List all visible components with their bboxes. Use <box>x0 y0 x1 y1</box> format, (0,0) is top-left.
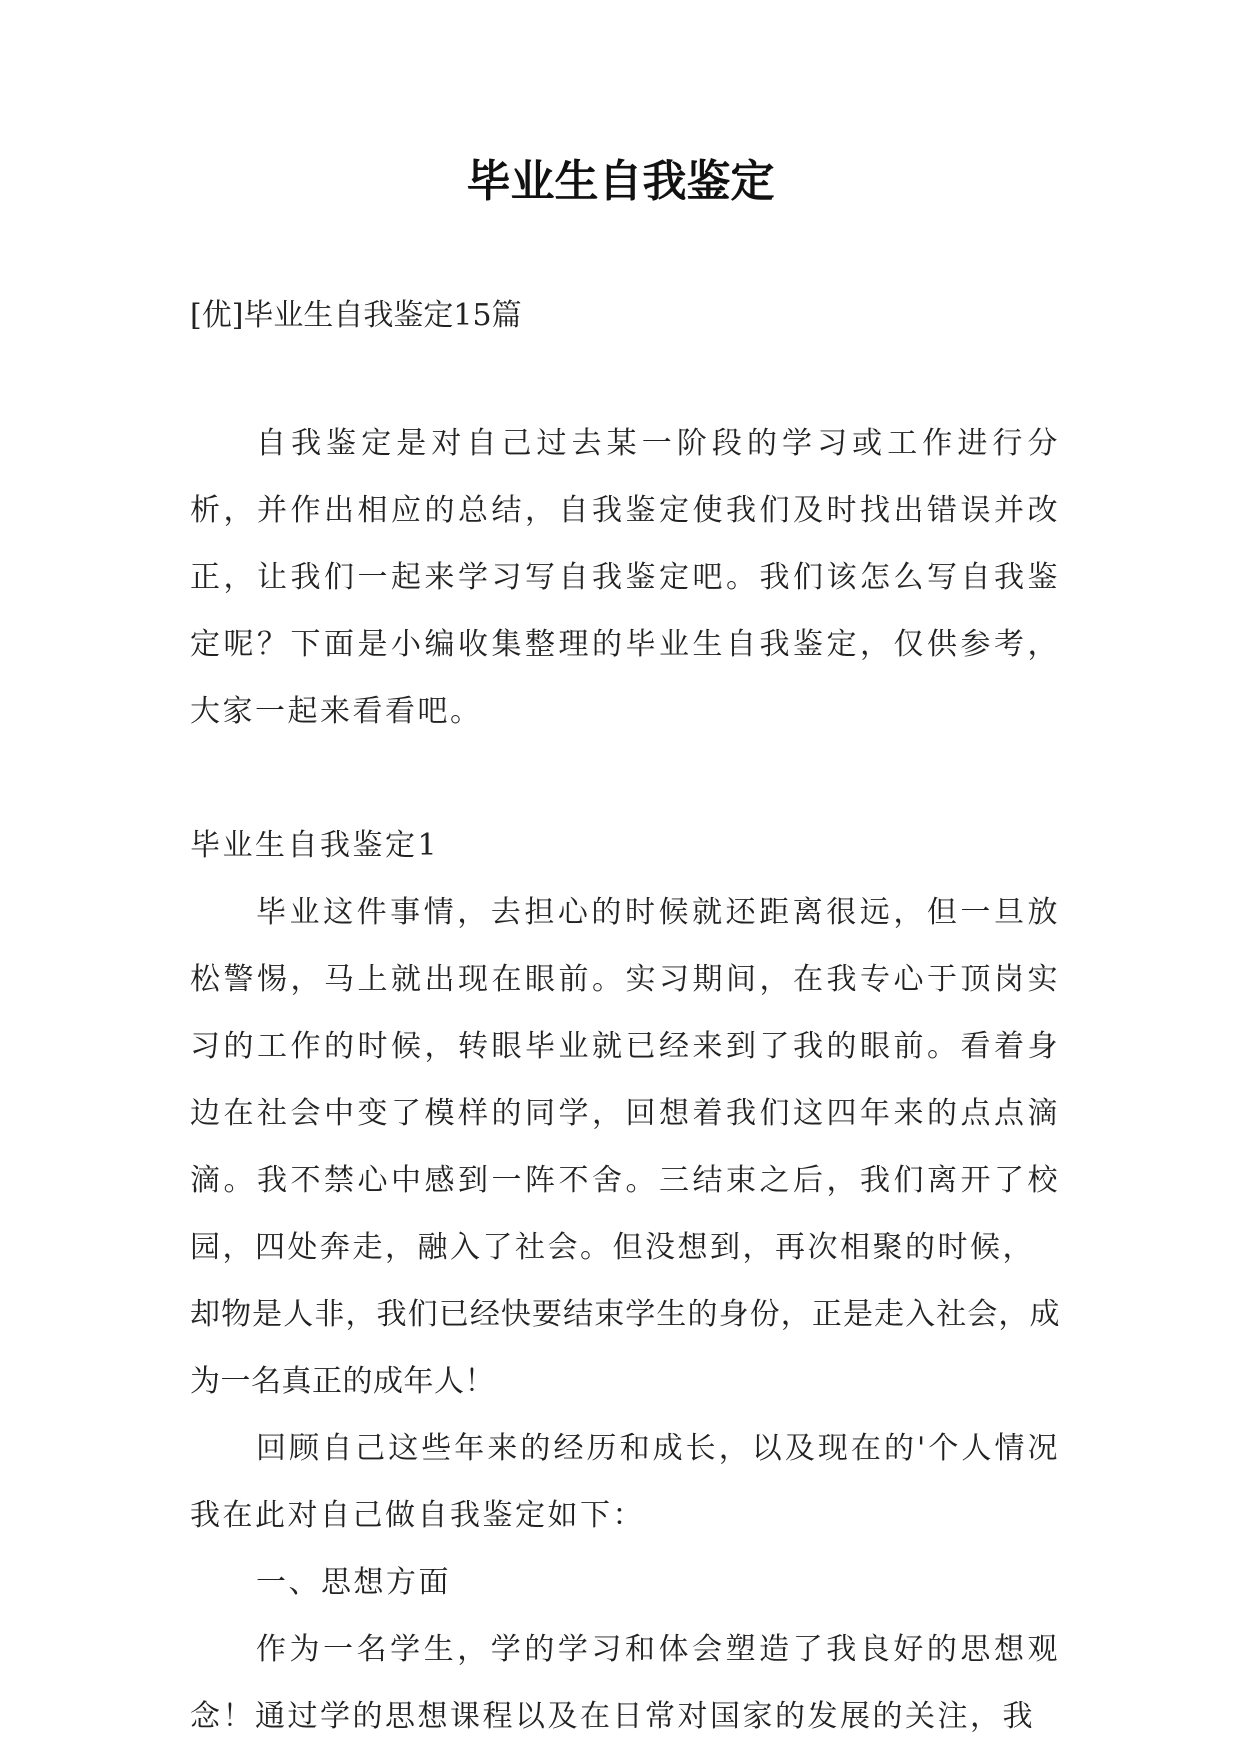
document-title: 毕业生自我鉴定 <box>466 156 775 207</box>
section-paragraph-3: 作为一名学生，学的学习和体会塑造了我良好的思想观念！通过学的思想课程以及在日常对国家的发展的关注，我 <box>190 1632 1060 1734</box>
section-paragraph-1b: 却物是人非，我们已经快要结束学生的身份，正是走入社会，成为一名真正的成年人！ <box>190 1297 1060 1399</box>
intro-paragraph: 自我鉴定是对自己过去某一阶段的学习或工作进行分析，并作出相应的总结，自我鉴定使我们及时找出错误并改正，让我们一起来学习写自我鉴定吧。我们该怎么写自我鉴定呢？下面是小编收集整理的毕业生自我鉴定，仅供参考，大家一起来看看吧。 <box>190 426 1060 729</box>
section-heading: 毕业生自我鉴定1 <box>190 828 440 863</box>
section-paragraph-2: 回顾自己这些年来的经历和成长，以及现在的'个人情况我在此对自己做自我鉴定如下： <box>190 1431 1060 1533</box>
section-paragraph-1a: 毕业这件事情，去担心的时候就还距离很远，但一旦放松警惕，马上就出现在眼前。实习期间，在我专心于顶岗实习的工作的时候，转眼毕业就已经来到了我的眼前。看着身边在社会中变了模样的同学，回想着我们这四年来的点点滴滴。我不禁心中感到一阵不舍。三结束之后，我们离开了校园，四处奔走，融入了社会。但没想到，再次相聚的时候， <box>190 895 1060 1265</box>
document-subtitle: [优]毕业生自我鉴定15篇 <box>190 298 522 333</box>
document-body <box>190 410 1060 1750</box>
point-heading: 一、思想方面 <box>256 1565 451 1600</box>
